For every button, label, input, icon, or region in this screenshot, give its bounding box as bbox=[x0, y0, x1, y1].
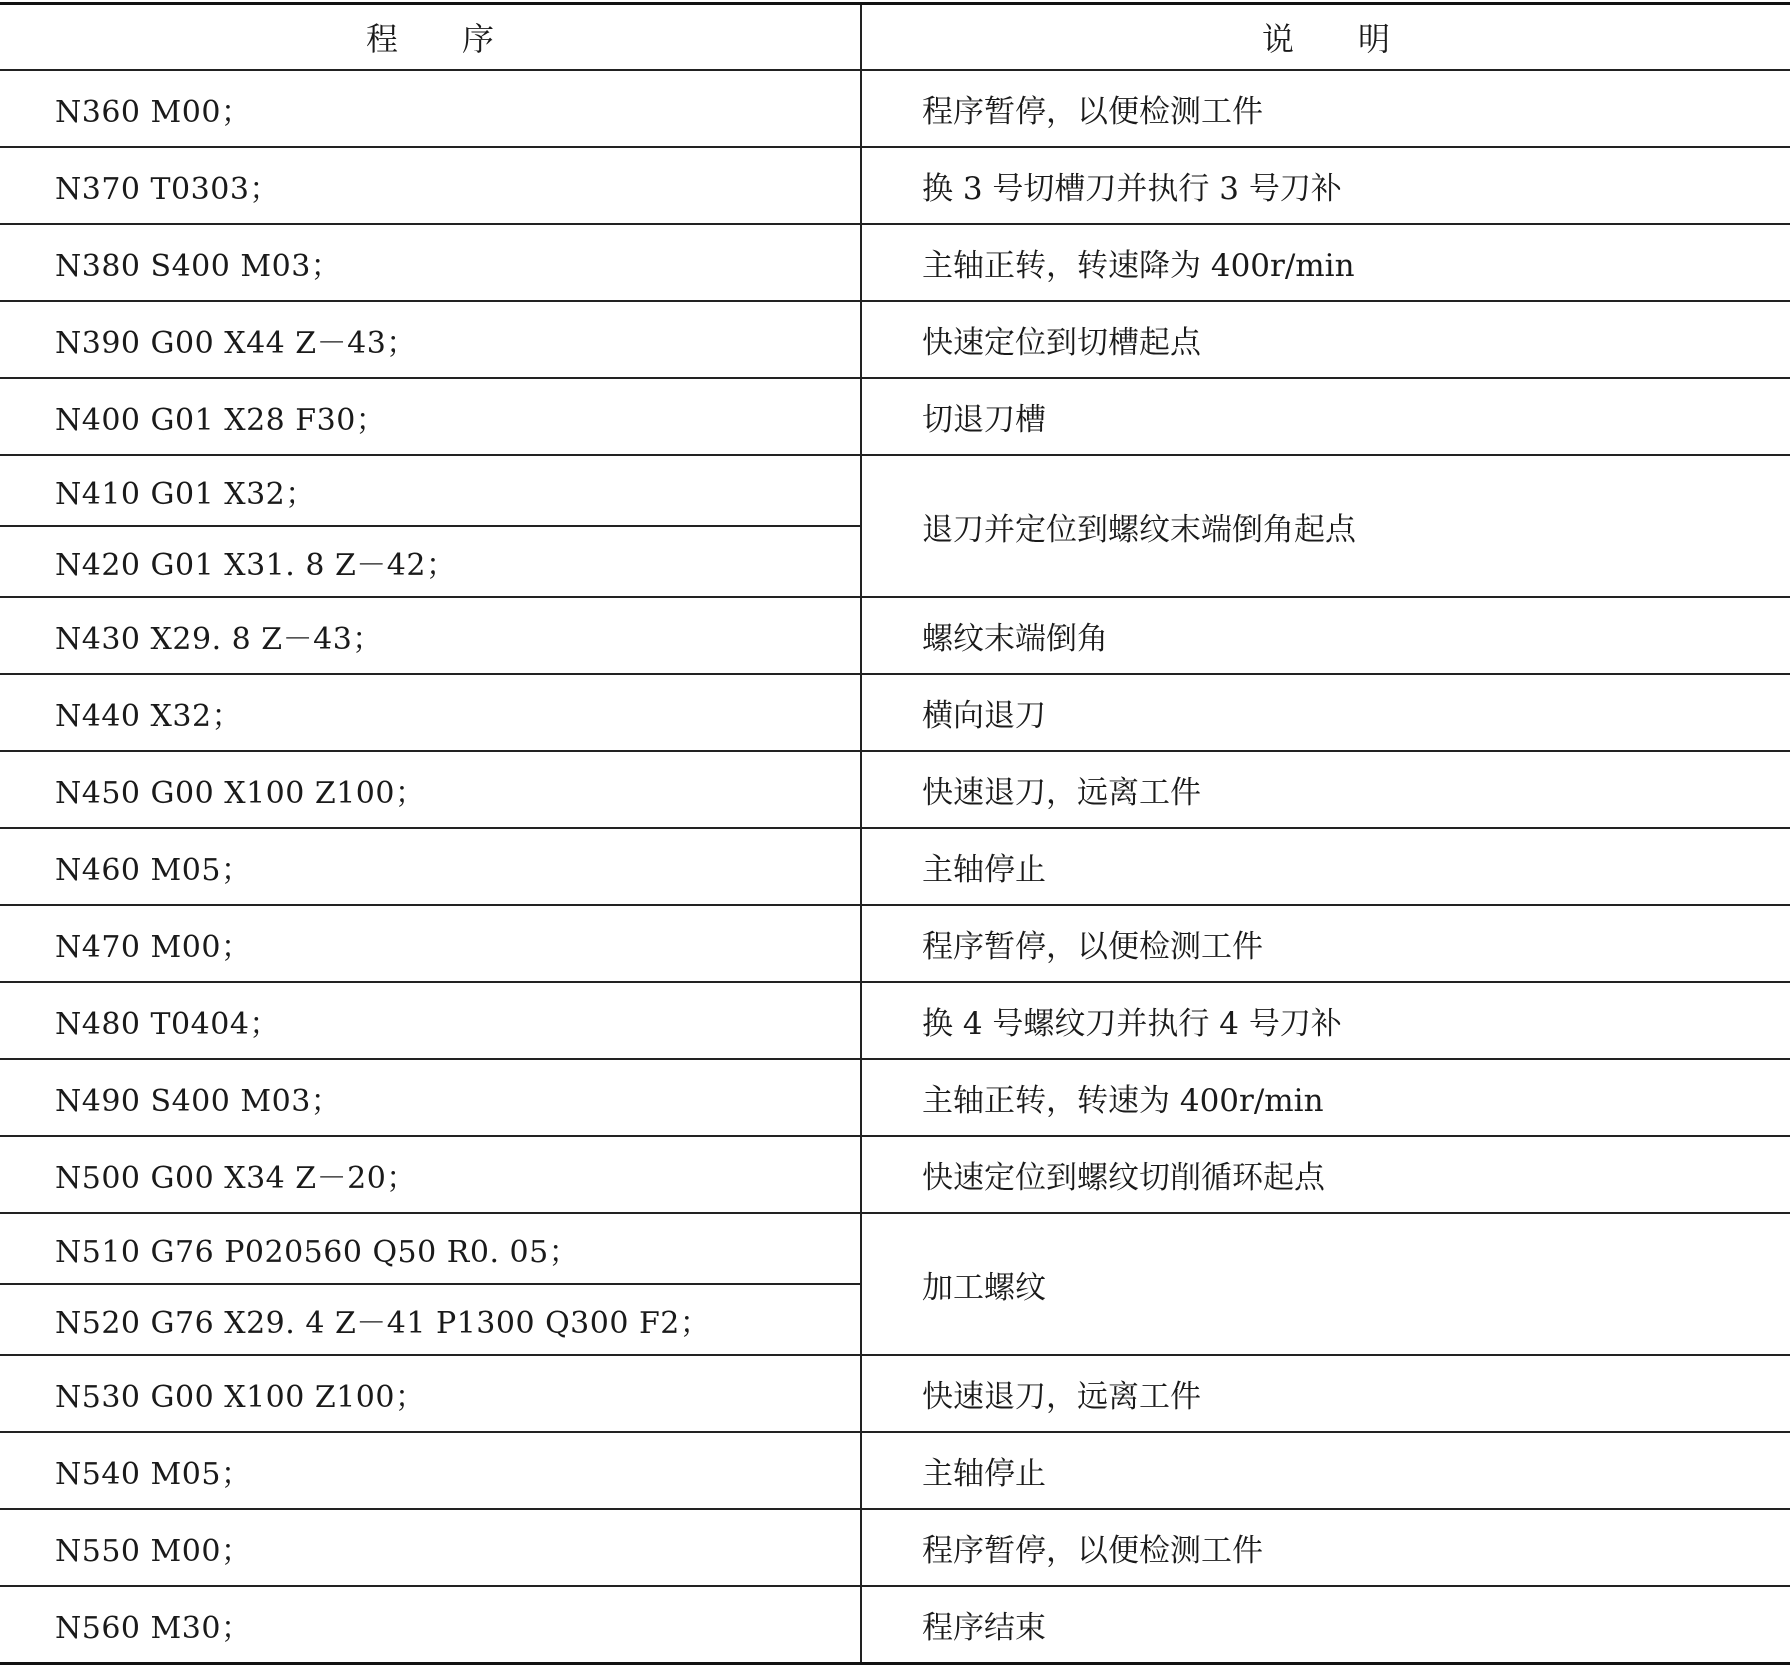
table-row bbox=[0, 1059, 1790, 1136]
table-row bbox=[0, 751, 1790, 828]
program-line: N410 G01 X32； bbox=[0, 455, 861, 526]
program-line: N520 G76 X29. 4 Z－41 P1300 Q300 F2； bbox=[0, 1284, 861, 1355]
table-row bbox=[0, 1136, 1790, 1213]
program-line: N360 M00； bbox=[0, 70, 861, 147]
header-program: 程 序 bbox=[0, 4, 861, 71]
line-description: 快速退刀，远离工件 bbox=[861, 1355, 1790, 1432]
line-description: 主轴正转，转速降为 400r/min bbox=[861, 224, 1790, 301]
table-row bbox=[0, 1509, 1790, 1586]
table-row bbox=[0, 1432, 1790, 1509]
program-table bbox=[0, 2, 1790, 1665]
table-header-row bbox=[0, 4, 1790, 71]
program-line: N430 X29. 8 Z－43； bbox=[0, 597, 861, 674]
table-row bbox=[0, 455, 1790, 526]
line-description: 换 4 号螺纹刀并执行 4 号刀补 bbox=[861, 982, 1790, 1059]
table-row bbox=[0, 1586, 1790, 1664]
program-line: N450 G00 X100 Z100； bbox=[0, 751, 861, 828]
program-line: N500 G00 X34 Z－20； bbox=[0, 1136, 861, 1213]
table-row bbox=[0, 70, 1790, 147]
program-line: N460 M05； bbox=[0, 828, 861, 905]
line-description: 主轴停止 bbox=[861, 828, 1790, 905]
line-description: 退刀并定位到螺纹末端倒角起点 bbox=[861, 455, 1790, 597]
line-description: 程序暂停，以便检测工件 bbox=[861, 1509, 1790, 1586]
program-line: N510 G76 P020560 Q50 R0. 05； bbox=[0, 1213, 861, 1284]
table-row bbox=[0, 1355, 1790, 1432]
line-description: 程序暂停，以便检测工件 bbox=[861, 70, 1790, 147]
program-line: N380 S400 M03； bbox=[0, 224, 861, 301]
program-line: N470 M00； bbox=[0, 905, 861, 982]
program-line: N390 G00 X44 Z－43； bbox=[0, 301, 861, 378]
header-description: 说 明 bbox=[861, 4, 1790, 71]
line-description: 程序结束 bbox=[861, 1586, 1790, 1664]
line-description: 快速定位到切槽起点 bbox=[861, 301, 1790, 378]
table-row bbox=[0, 147, 1790, 224]
program-line: N480 T0404； bbox=[0, 982, 861, 1059]
table-row bbox=[0, 905, 1790, 982]
line-description: 螺纹末端倒角 bbox=[861, 597, 1790, 674]
program-line: N440 X32； bbox=[0, 674, 861, 751]
line-description: 快速退刀，远离工件 bbox=[861, 751, 1790, 828]
table-row bbox=[0, 828, 1790, 905]
program-line: N490 S400 M03； bbox=[0, 1059, 861, 1136]
table-row bbox=[0, 1213, 1790, 1284]
line-description: 切退刀槽 bbox=[861, 378, 1790, 455]
program-line: N560 M30； bbox=[0, 1586, 861, 1664]
line-description: 加工螺纹 bbox=[861, 1213, 1790, 1355]
program-line: N400 G01 X28 F30； bbox=[0, 378, 861, 455]
table-row bbox=[0, 674, 1790, 751]
program-line: N540 M05； bbox=[0, 1432, 861, 1509]
program-line: N420 G01 X31. 8 Z－42； bbox=[0, 526, 861, 597]
line-description: 横向退刀 bbox=[861, 674, 1790, 751]
line-description: 主轴停止 bbox=[861, 1432, 1790, 1509]
table-row bbox=[0, 301, 1790, 378]
line-description: 快速定位到螺纹切削循环起点 bbox=[861, 1136, 1790, 1213]
table-row bbox=[0, 982, 1790, 1059]
program-line: N370 T0303； bbox=[0, 147, 861, 224]
table-row bbox=[0, 224, 1790, 301]
table-row bbox=[0, 597, 1790, 674]
line-description: 程序暂停，以便检测工件 bbox=[861, 905, 1790, 982]
table-row bbox=[0, 378, 1790, 455]
line-description: 主轴正转，转速为 400r/min bbox=[861, 1059, 1790, 1136]
program-line: N550 M00； bbox=[0, 1509, 861, 1586]
line-description: 换 3 号切槽刀并执行 3 号刀补 bbox=[861, 147, 1790, 224]
program-line: N530 G00 X100 Z100； bbox=[0, 1355, 861, 1432]
